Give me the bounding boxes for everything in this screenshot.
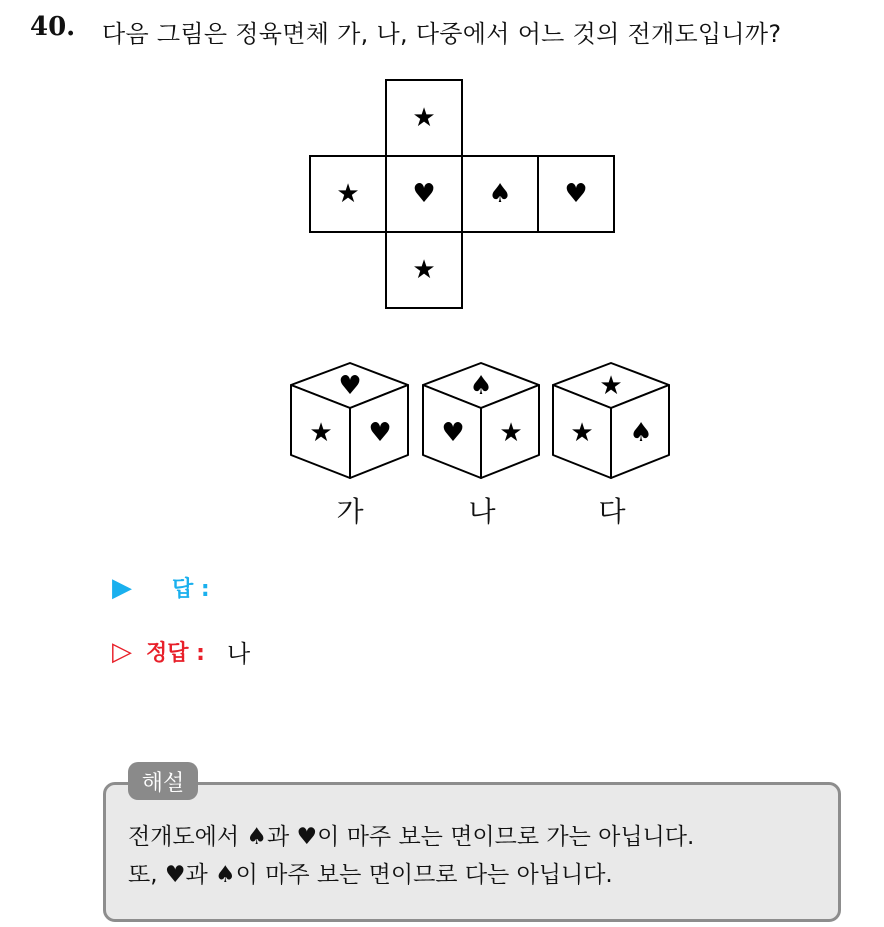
correct-answer-row: [112, 634, 250, 669]
net-symbol-bottom: ★: [412, 255, 436, 285]
correct-answer-value: 나: [226, 640, 251, 668]
explanation-line-2: 또, ♥과 ♠이 마주 보는 면이므로 다는 아닙니다.: [128, 862, 613, 888]
explanation-tag: 해설: [128, 762, 198, 800]
cube-ga-right-symbol: ♥: [368, 418, 392, 448]
cube-da-left-symbol: ★: [570, 418, 594, 448]
cube-ga-top-symbol: ♥: [338, 371, 362, 401]
cube-da-top-symbol: ★: [599, 371, 623, 401]
outline-triangle-icon: ▷: [112, 636, 132, 667]
question-text: 다음 그림은 정육면체 가, 나, 다중에서 어느 것의 전개도입니까?: [102, 20, 782, 48]
net-symbol-left: ★: [336, 179, 360, 209]
cube-na-right-symbol: ★: [499, 418, 523, 448]
net-symbol-center: ♥: [412, 179, 436, 209]
net-symbol-top: ★: [412, 103, 436, 133]
cube-na-left-symbol: ♥: [441, 418, 465, 448]
play-triangle-icon: ▶: [112, 572, 132, 603]
answer-label: 답 :: [172, 577, 210, 602]
cube-label-da: 다: [598, 495, 626, 528]
cube-label-ga: 가: [336, 495, 364, 528]
net-symbol-far-right: ♥: [564, 179, 588, 209]
cube-da-right-symbol: ♠: [629, 418, 653, 448]
correct-answer-label: 정답 :: [146, 641, 205, 666]
net-symbol-right: ♠: [488, 179, 512, 209]
cube-ga-left-symbol: ★: [309, 418, 333, 448]
explanation-box: [103, 782, 841, 922]
cube-na-top-symbol: ♠: [469, 371, 493, 401]
cube-label-na: 나: [468, 495, 496, 528]
question-number: 40.: [30, 12, 76, 42]
explanation-line-1: 전개도에서 ♠과 ♥이 마주 보는 면이므로 가는 아닙니다.: [128, 824, 695, 850]
answer-row: [112, 572, 210, 603]
